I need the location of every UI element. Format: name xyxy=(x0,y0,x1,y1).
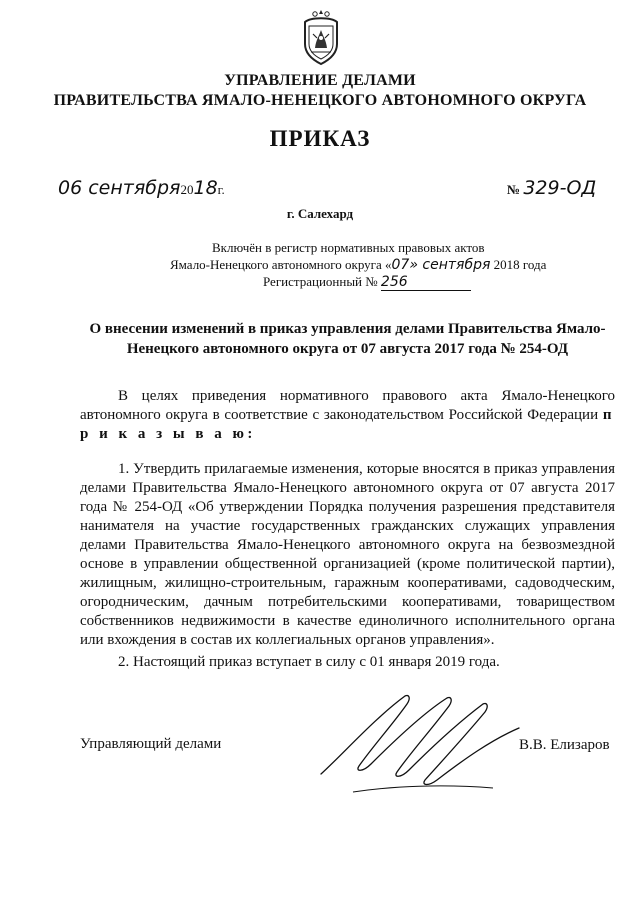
org-name-line1: УПРАВЛЕНИЕ ДЕЛАМИ xyxy=(224,72,416,89)
registration-number-label: Регистрационный № xyxy=(263,274,378,289)
date-year-suffix: г. xyxy=(217,182,225,197)
doc-type-title: ПРИКАЗ xyxy=(269,126,371,151)
date-handwritten: 06 сентября xyxy=(58,177,181,199)
signatory-name: В.В. Елизаров xyxy=(519,737,610,753)
city: г. Салехард xyxy=(286,206,354,221)
document-date xyxy=(58,177,225,199)
registration-line2 xyxy=(170,257,546,273)
document-title: О внесении изменений в приказ управления делами Правительства Ямало-Ненецкого автономного округа от 07 августа 2017 года № 254-ОД xyxy=(89,321,606,357)
order-word: п р и к а з ы в а ю: xyxy=(80,407,615,442)
intro-text: В целях приведения нормативного правового акта Ямало-Ненецкого автономного округа в соответствие с законодательством Российской Федерации xyxy=(80,388,615,423)
item-2-paragraph: 2. Настоящий приказ вступает в силу с 01 января 2019 года. xyxy=(118,654,500,670)
intro-paragraph xyxy=(80,387,615,444)
date-year-handwritten: 18 xyxy=(193,177,218,199)
signature-image xyxy=(313,688,528,800)
signatory-position: Управляющий делами xyxy=(80,736,222,752)
date-century: 20 xyxy=(180,182,194,197)
registration-line3 xyxy=(263,274,471,291)
number-handwritten: 329-ОД xyxy=(523,177,597,199)
registration-line2-prefix: Ямало-Ненецкого автономного округа « xyxy=(170,257,392,272)
document-number xyxy=(507,177,596,199)
registration-date-handwritten: 07» сентября xyxy=(391,257,491,273)
registration-line2-suffix: 2018 года xyxy=(490,257,547,272)
number-prefix: № xyxy=(507,182,521,197)
coat-of-arms-icon xyxy=(301,8,341,66)
registration-number-handwritten: 256 xyxy=(381,274,471,291)
registration-line1: Включён в регистр нормативных правовых актов xyxy=(212,240,485,255)
item-1-paragraph: 1. Утвердить прилагаемые изменения, которые вносятся в приказ управления делами Правительства Ямало-Ненецкого автономного округа от 07 августа 2017 года № 254-ОД «Об утверждении Порядка получения разрешения представителя нанимателя на участие государственных гражданских служащих управления делами Правительства Ямало-Ненецкого автономного округа на безвозмездной основе в управлении общественной организацией (кроме политической партии), жилищным, жилищно-строительным, гаражным кооперативами, садоводческим, огородническим, дачным потребительскими кооперативами, товариществом собственников недвижимости в качестве единоличного исполнительного органа или вхождения в состав их коллегиальных органов управления». xyxy=(80,461,615,648)
org-name-line2: ПРАВИТЕЛЬСТВА ЯМАЛО-НЕНЕЦКОГО АВТОНОМНОГО ОКРУГА xyxy=(53,92,587,109)
